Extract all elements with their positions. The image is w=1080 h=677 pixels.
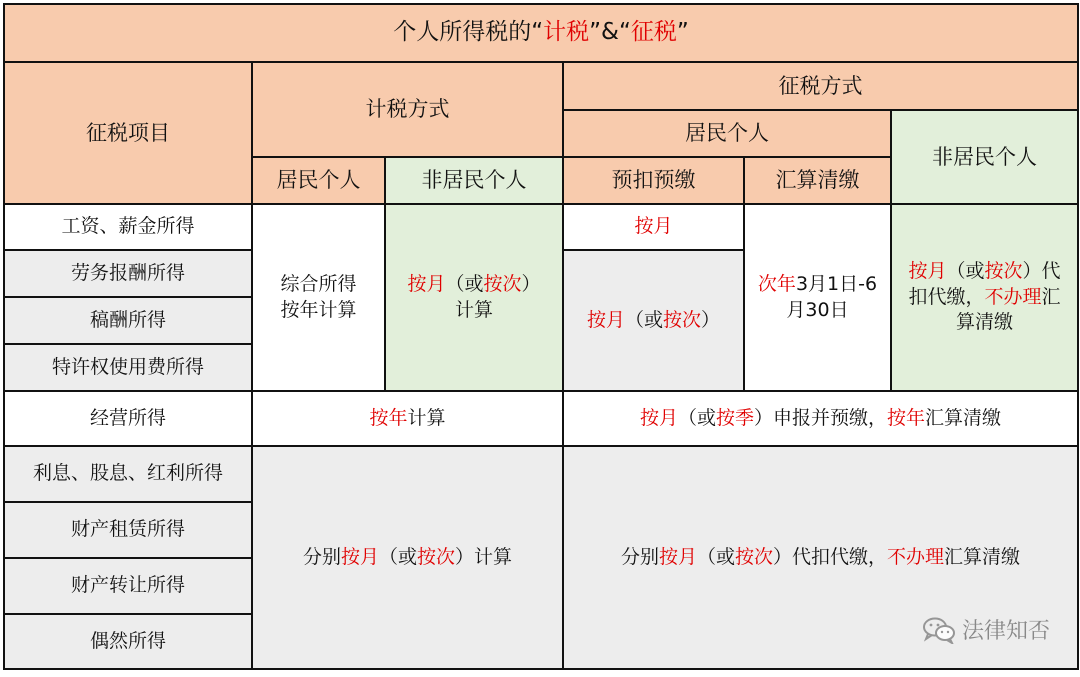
item-manuscript: 稿酬所得 [4, 297, 252, 344]
item-labor: 劳务报酬所得 [4, 250, 252, 297]
passive-collect-cell: 分别按月（或按次）代扣代缴，不办理汇算清缴 [563, 446, 1078, 669]
item-lease: 财产租赁所得 [4, 502, 252, 558]
header-resident: 居民个人 [252, 157, 385, 204]
item-wages: 工资、薪金所得 [4, 204, 252, 250]
item-interest: 利息、股息、红利所得 [4, 446, 252, 502]
item-incidental: 偶然所得 [4, 614, 252, 669]
header-resident-collect: 居民个人 [563, 110, 891, 157]
business-calc-cell: 按年计算 [252, 391, 563, 446]
header-calc-method: 计税方式 [252, 62, 563, 157]
item-business: 经营所得 [4, 391, 252, 446]
watermark-text: 法律知否 [961, 619, 1050, 644]
table-title: 个人所得税的“计税”&“征税” [4, 4, 1078, 62]
wechat-icon [922, 616, 956, 644]
header-item: 征税项目 [4, 62, 252, 204]
tax-comparison-table [3, 3, 1079, 670]
wages-withhold-cell: 按月 [563, 204, 744, 250]
business-collect-cell: 按月（或按季）申报并预缴，按年汇算清缴 [563, 391, 1078, 446]
item-transfer: 财产转让所得 [4, 558, 252, 614]
header-nonresident: 非居民个人 [385, 157, 563, 204]
settle-period-cell: 次年3月1日-6 月30日 [744, 204, 891, 391]
resident-calc-cell: 综合所得 按年计算 [252, 204, 385, 391]
nonresident-calc-cell: 按月（或按次） 计算 [385, 204, 563, 391]
header-settle: 汇算清缴 [744, 157, 891, 204]
header-collect-method: 征税方式 [563, 62, 1078, 110]
passive-calc-cell: 分别按月（或按次）计算 [252, 446, 563, 669]
watermark [922, 614, 1050, 645]
header-nonresident-collect: 非居民个人 [891, 110, 1078, 204]
others-withhold-cell: 按月（或按次） [563, 250, 744, 391]
nonresident-collect-cell: 按月（或按次）代 扣代缴，不办理汇 算清缴 [891, 204, 1078, 391]
item-royalty: 特许权使用费所得 [4, 344, 252, 391]
header-withhold: 预扣预缴 [563, 157, 744, 204]
